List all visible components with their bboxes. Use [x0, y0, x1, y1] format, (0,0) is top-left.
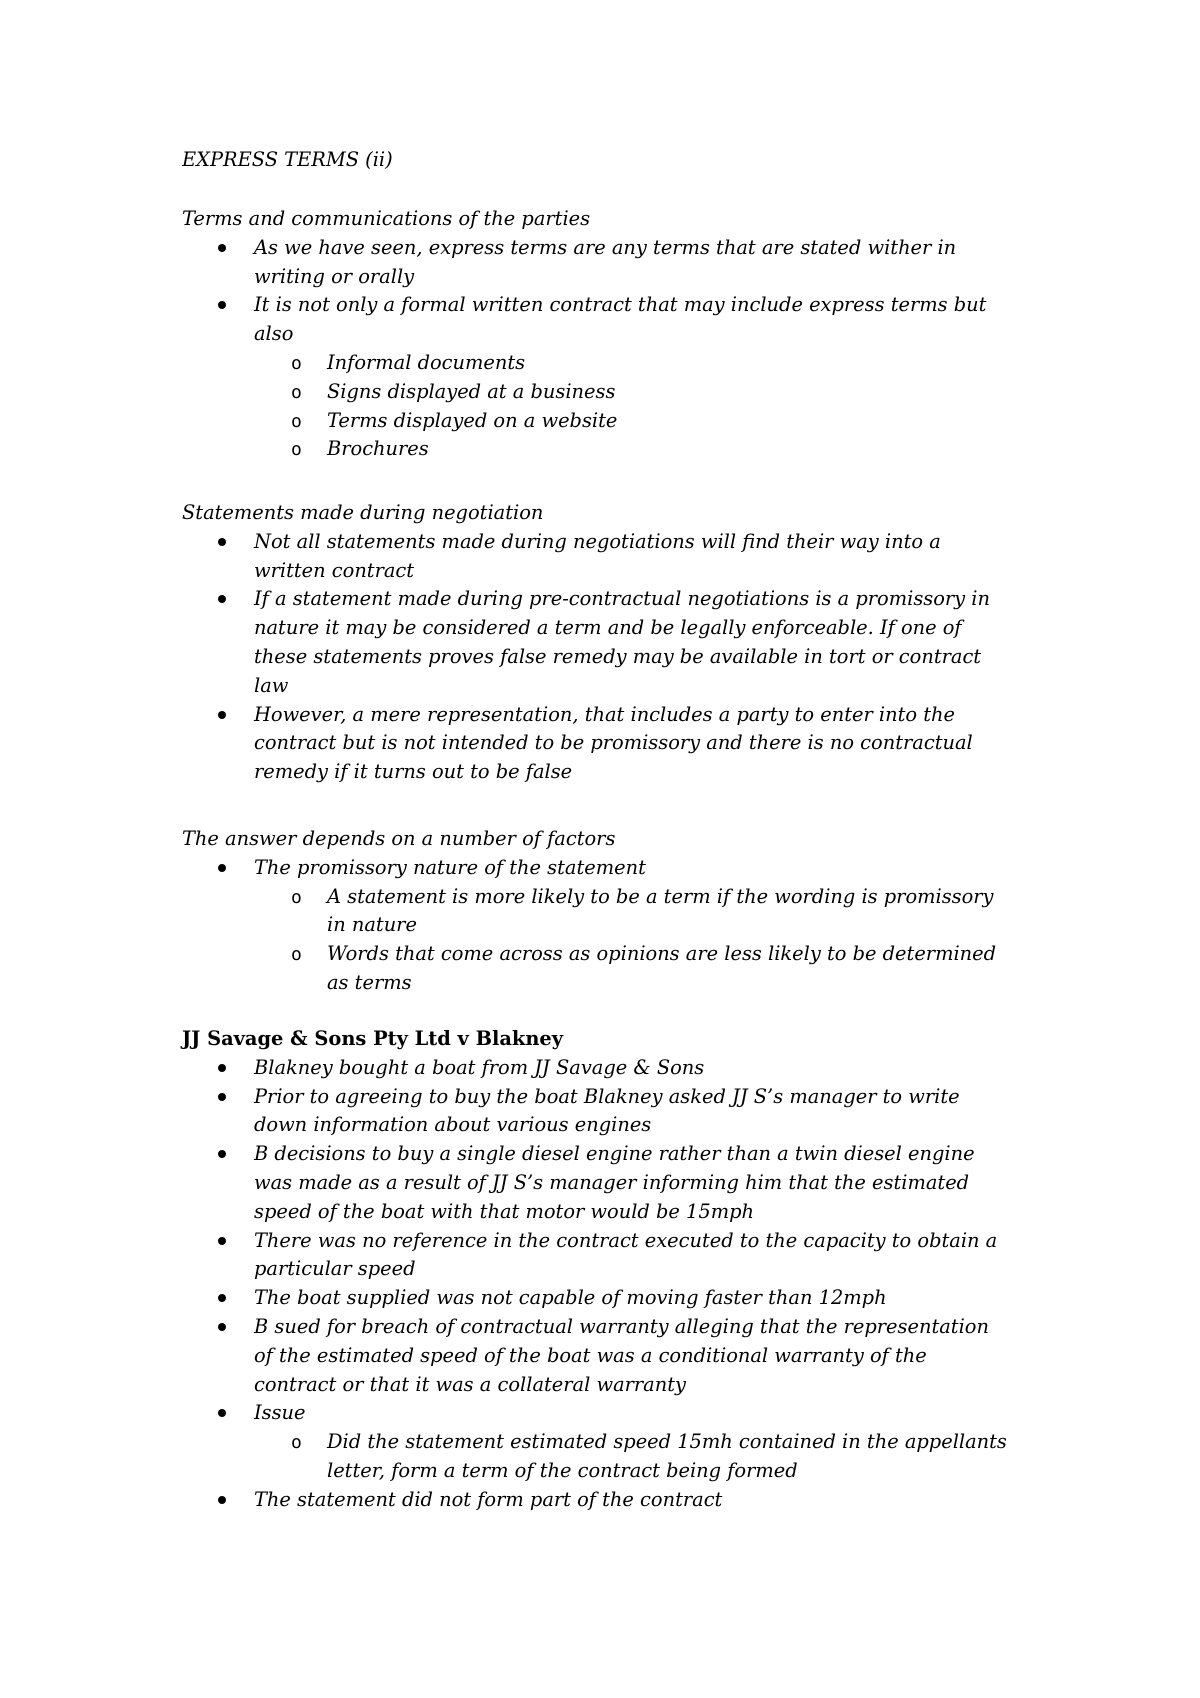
sub-bullet-text: Informal documents — [327, 351, 526, 374]
bullet-text: B decisions to buy a single diesel engine rather than a twin diesel engine — [254, 1142, 975, 1166]
sub-bullet-text: A statement is more likely to be a term if the wording is promissory — [327, 884, 994, 908]
bullet-text: of the estimated speed of the boat was a conditional warranty of the — [254, 1343, 927, 1367]
bullet-text: The statement did not form part of the contract — [254, 1487, 723, 1511]
bullet-text: The boat supplied was not capable of moving faster than 12mph — [254, 1286, 887, 1310]
bullet-text: Not all statements made during negotiations will find their way into a — [254, 529, 941, 553]
section-heading: Terms and communications of the parties — [182, 207, 591, 230]
bullet-text: It is not only a formal written contract that may include express terms but — [254, 293, 987, 317]
bullet-text: speed of the boat with that motor would be 15mph — [254, 1199, 754, 1223]
bullet-icon — [218, 711, 226, 719]
bullet-text: Issue — [254, 1401, 306, 1425]
bullet-icon — [218, 1294, 226, 1302]
bullet-text: Prior to agreeing to buy the boat Blakney asked JJ S’s manager to write — [254, 1084, 960, 1108]
sub-bullet-text: Words that come across as opinions are less likely to be determined — [327, 942, 997, 966]
bullet-text: There was no reference in the contract executed to the capacity to obtain a — [254, 1228, 998, 1252]
bullet-text: particular speed — [254, 1257, 416, 1281]
sub-bullet-text: Signs displayed at a business — [327, 379, 616, 403]
sub-bullet-icon: o — [291, 886, 302, 908]
bullet-text: down information about various engines — [254, 1113, 652, 1137]
bullet-text: contract or that it was a collateral warranty — [254, 1372, 686, 1396]
bullet-icon — [218, 595, 226, 603]
bullet-icon — [218, 538, 226, 546]
bullet-text: However, a mere representation, that includes a party to enter into the — [254, 702, 955, 726]
bullet-icon — [218, 1323, 226, 1331]
bullet-icon — [218, 1150, 226, 1158]
bullet-text: As we have seen, express terms are any terms that are stated wither in — [254, 235, 957, 259]
bullet-text: Blakney bought a boat from JJ Savage & Sons — [254, 1055, 705, 1079]
bullet-icon — [218, 1093, 226, 1101]
sub-bullet-text: letter, form a term of the contract being formed — [327, 1459, 798, 1482]
sub-bullet-text: in nature — [327, 913, 417, 937]
sub-bullet-icon: o — [291, 381, 302, 403]
bullet-text: B sued for breach of contractual warranty alleging that the representation — [254, 1315, 989, 1338]
sub-bullet-icon: o — [291, 944, 302, 966]
section-heading: Statements made during negotiation — [182, 501, 544, 524]
sub-bullet-icon: o — [291, 353, 302, 374]
sub-bullet-icon: o — [291, 410, 302, 432]
bullet-icon — [218, 1409, 226, 1417]
bullet-text: law — [254, 673, 289, 697]
bullet-icon — [218, 301, 226, 309]
sub-bullet-text: Did the statement estimated speed 15mh contained in the appellants — [327, 1430, 1007, 1454]
bullet-text: If a statement made during pre-contractual negotiations is a promissory in — [254, 587, 990, 611]
sub-bullet-icon: o — [291, 1432, 302, 1454]
sub-bullet-icon: o — [291, 439, 302, 461]
sub-bullet-text: as terms — [327, 971, 412, 994]
page-title: EXPRESS TERMS (ii) — [182, 148, 393, 171]
bullet-text: was made as a result of JJ S’s manager informing him that the estimated — [254, 1171, 970, 1194]
bullet-text: also — [254, 322, 294, 346]
section-heading: The answer depends on a number of factors — [182, 827, 616, 850]
section-heading: JJ Savage & Sons Pty Ltd v Blakney — [182, 1027, 564, 1050]
bullet-icon — [218, 244, 226, 252]
bullet-text: contract but is not intended to be promissory and there is no contractual — [254, 731, 973, 755]
bullet-text: The promissory nature of the statement — [254, 855, 646, 879]
bullet-icon — [218, 1496, 226, 1504]
bullet-icon — [218, 1237, 226, 1245]
bullet-icon — [218, 1064, 226, 1072]
bullet-text: writing or orally — [254, 264, 415, 288]
sub-bullet-text: Brochures — [327, 437, 429, 461]
bullet-icon — [218, 864, 226, 872]
bullet-text: written contract — [254, 558, 415, 582]
bullet-text: these statements proves false remedy may be available in tort or contract — [254, 645, 982, 668]
sub-bullet-text: Terms displayed on a website — [327, 408, 618, 432]
bullet-text: nature it may be considered a term and be legally enforceable. If one of — [254, 616, 962, 640]
bullet-text: remedy if it turns out to be false — [254, 760, 573, 784]
